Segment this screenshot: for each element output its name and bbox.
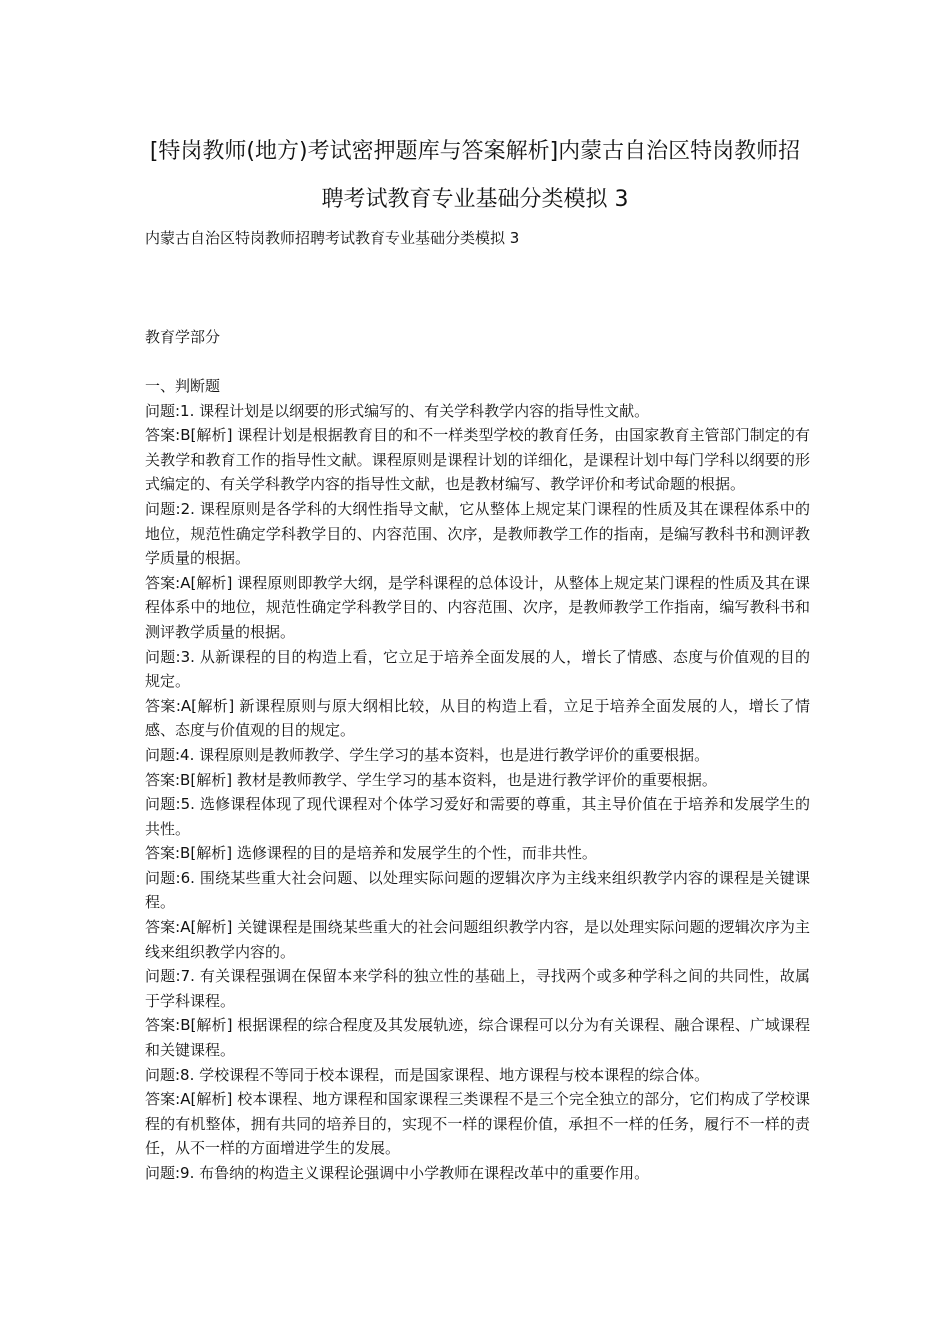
document-title-line-2: 聘考试教育专业基础分类模拟 3 <box>321 187 629 212</box>
answer-5: 答案:B[解析] 选修课程的目的是培养和发展学生的个性，而非共性。 <box>145 844 597 863</box>
section-heading: 教育学部分 <box>145 328 221 346</box>
answer-1: 答案:B[解析] 课程计划是根据教育目的和不一样类型学校的教育任务，由国家教育主管部门制定的有关教学和教育工作的指导性文献。课程原则是课程计划的详细化，是课程计划中每门学科以纲要的形式编定的、有关学科教学内容的指导性文献，也是教材编写、教学评价和考试命题的根据。 <box>145 426 810 494</box>
question-list <box>145 374 810 1186</box>
question-6: 问题:6. 围绕某些重大社会问题、以处理实际问题的逻辑次序为主线来组织教学内容的课程是关键课程。 <box>145 868 810 912</box>
part-heading: 一、判断题 <box>145 377 221 395</box>
question-5: 问题:5. 选修课程体现了现代课程对个体学习爱好和需要的尊重，其主导价值在于培养和发展学生的共性。 <box>145 795 810 838</box>
answer-8: 答案:A[解析] 校本课程、地方课程和国家课程三类课程不是三个完全独立的部分，它们构成了学校课程的有机整体，拥有共同的培养目的，实现不一样的课程价值，承担不一样的任务，履行不一样的责任，从不一样的方面增进学生的发展。 <box>145 1090 810 1158</box>
question-2: 问题:2. 课程原则是各学科的大纲性指导文献，它从整体上规定某门课程的性质及其在课程体系中的地位，规范性确定学科教学目的、内容范围、次序，是教师教学工作的指南，是编写教科书和测评教学质量的根据。 <box>145 499 810 568</box>
question-7: 问题:7. 有关课程强调在保留本来学科的独立性的基础上，寻找两个或多种学科之间的共同性，故属于学科课程。 <box>145 967 810 1010</box>
question-9: 问题:9. 布鲁纳的构造主义课程论强调中小学教师在课程改革中的重要作用。 <box>145 1164 650 1182</box>
question-4: 问题:4. 课程原则是教师教学、学生学习的基本资料，也是进行教学评价的重要根据。 <box>145 745 710 764</box>
document-subtitle: 内蒙古自治区特岗教师招聘考试教育专业基础分类模拟 3 <box>145 229 520 247</box>
answer-6: 答案:A[解析] 关键课程是围绕某些重大的社会问题组织教学内容，是以处理实际问题的逻辑次序为主线来组织教学内容的。 <box>145 918 810 961</box>
question-8: 问题:8. 学校课程不等同于校本课程，而是国家课程、地方课程与校本课程的综合体。 <box>145 1065 710 1084</box>
answer-3: 答案:A[解析] 新课程原则与原大纲相比较，从目的构造上看，立足于培养全面发展的人，增长了情感、态度与价值观的目的规定。 <box>145 696 810 740</box>
answer-7: 答案:B[解析] 根据课程的综合程度及其发展轨迹，综合课程可以分为有关课程、融合课程、广域课程和关键课程。 <box>145 1016 810 1060</box>
document-title-line-1: [特岗教师(地方)考试密押题库与答案解析]内蒙古自治区特岗教师招 <box>149 139 801 164</box>
answer-2: 答案:A[解析] 课程原则即教学大纲，是学科课程的总体设计，从整体上规定某门课程的性质及其在课程体系中的地位，规范性确定学科教学目的、内容范围、次序，是教师教学工作指南，编写教科书和测评教学质量的根据。 <box>145 573 810 641</box>
question-1: 问题:1. 课程计划是以纲要的形式编写的、有关学科教学内容的指导性文献。 <box>145 401 650 420</box>
answer-4: 答案:B[解析] 教材是教师教学、学生学习的基本资料，也是进行教学评价的重要根据。 <box>145 770 717 789</box>
question-3: 问题:3. 从新课程的目的构造上看，它立足于培养全面发展的人，增长了情感、态度与价值观的目的规定。 <box>145 647 810 691</box>
